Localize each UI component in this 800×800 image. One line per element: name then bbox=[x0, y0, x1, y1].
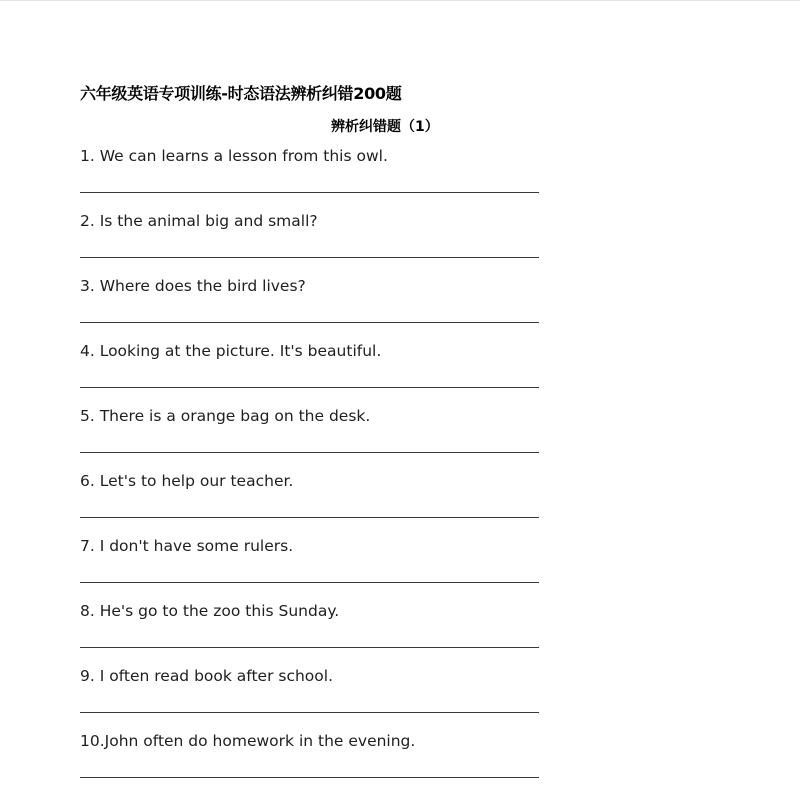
question-text: 6. Let's to help our teacher. bbox=[80, 472, 294, 490]
question-text: 3. Where does the bird lives? bbox=[80, 277, 306, 295]
question-text: 4. Looking at the picture. It's beautiful. bbox=[80, 342, 382, 360]
question-1 bbox=[80, 147, 550, 207]
question-7 bbox=[80, 537, 550, 597]
answer-line-3[interactable] bbox=[80, 322, 539, 323]
question-text: 7. I don't have some rulers. bbox=[80, 537, 294, 555]
question-2 bbox=[80, 212, 550, 272]
answer-line-7[interactable] bbox=[80, 582, 539, 583]
question-text: 2. Is the animal big and small? bbox=[80, 212, 318, 230]
question-text: 5. There is a orange bag on the desk. bbox=[80, 407, 371, 425]
question-text: 8. He's go to the zoo this Sunday. bbox=[80, 602, 340, 620]
question-text: 10.John often do homework in the evening. bbox=[80, 732, 416, 750]
question-text: 9. I often read book after school. bbox=[80, 667, 334, 685]
answer-line-10[interactable] bbox=[80, 777, 539, 778]
answer-line-4[interactable] bbox=[80, 387, 539, 388]
document-subtitle: 辨析纠错题（1） bbox=[331, 119, 439, 135]
answer-line-8[interactable] bbox=[80, 647, 539, 648]
question-4 bbox=[80, 342, 550, 402]
question-3 bbox=[80, 277, 550, 337]
question-6 bbox=[80, 472, 550, 532]
question-10 bbox=[80, 732, 550, 792]
answer-line-1[interactable] bbox=[80, 192, 539, 193]
answer-line-6[interactable] bbox=[80, 517, 539, 518]
answer-line-9[interactable] bbox=[80, 712, 539, 713]
answer-line-2[interactable] bbox=[80, 257, 539, 258]
document-title: 六年级英语专项训练-时态语法辨析纠错200题 bbox=[80, 84, 402, 103]
question-9 bbox=[80, 667, 550, 727]
question-8 bbox=[80, 602, 550, 662]
question-5 bbox=[80, 407, 550, 467]
answer-line-5[interactable] bbox=[80, 452, 539, 453]
question-text: 1. We can learns a lesson from this owl. bbox=[80, 147, 388, 165]
top-divider bbox=[0, 0, 800, 1]
